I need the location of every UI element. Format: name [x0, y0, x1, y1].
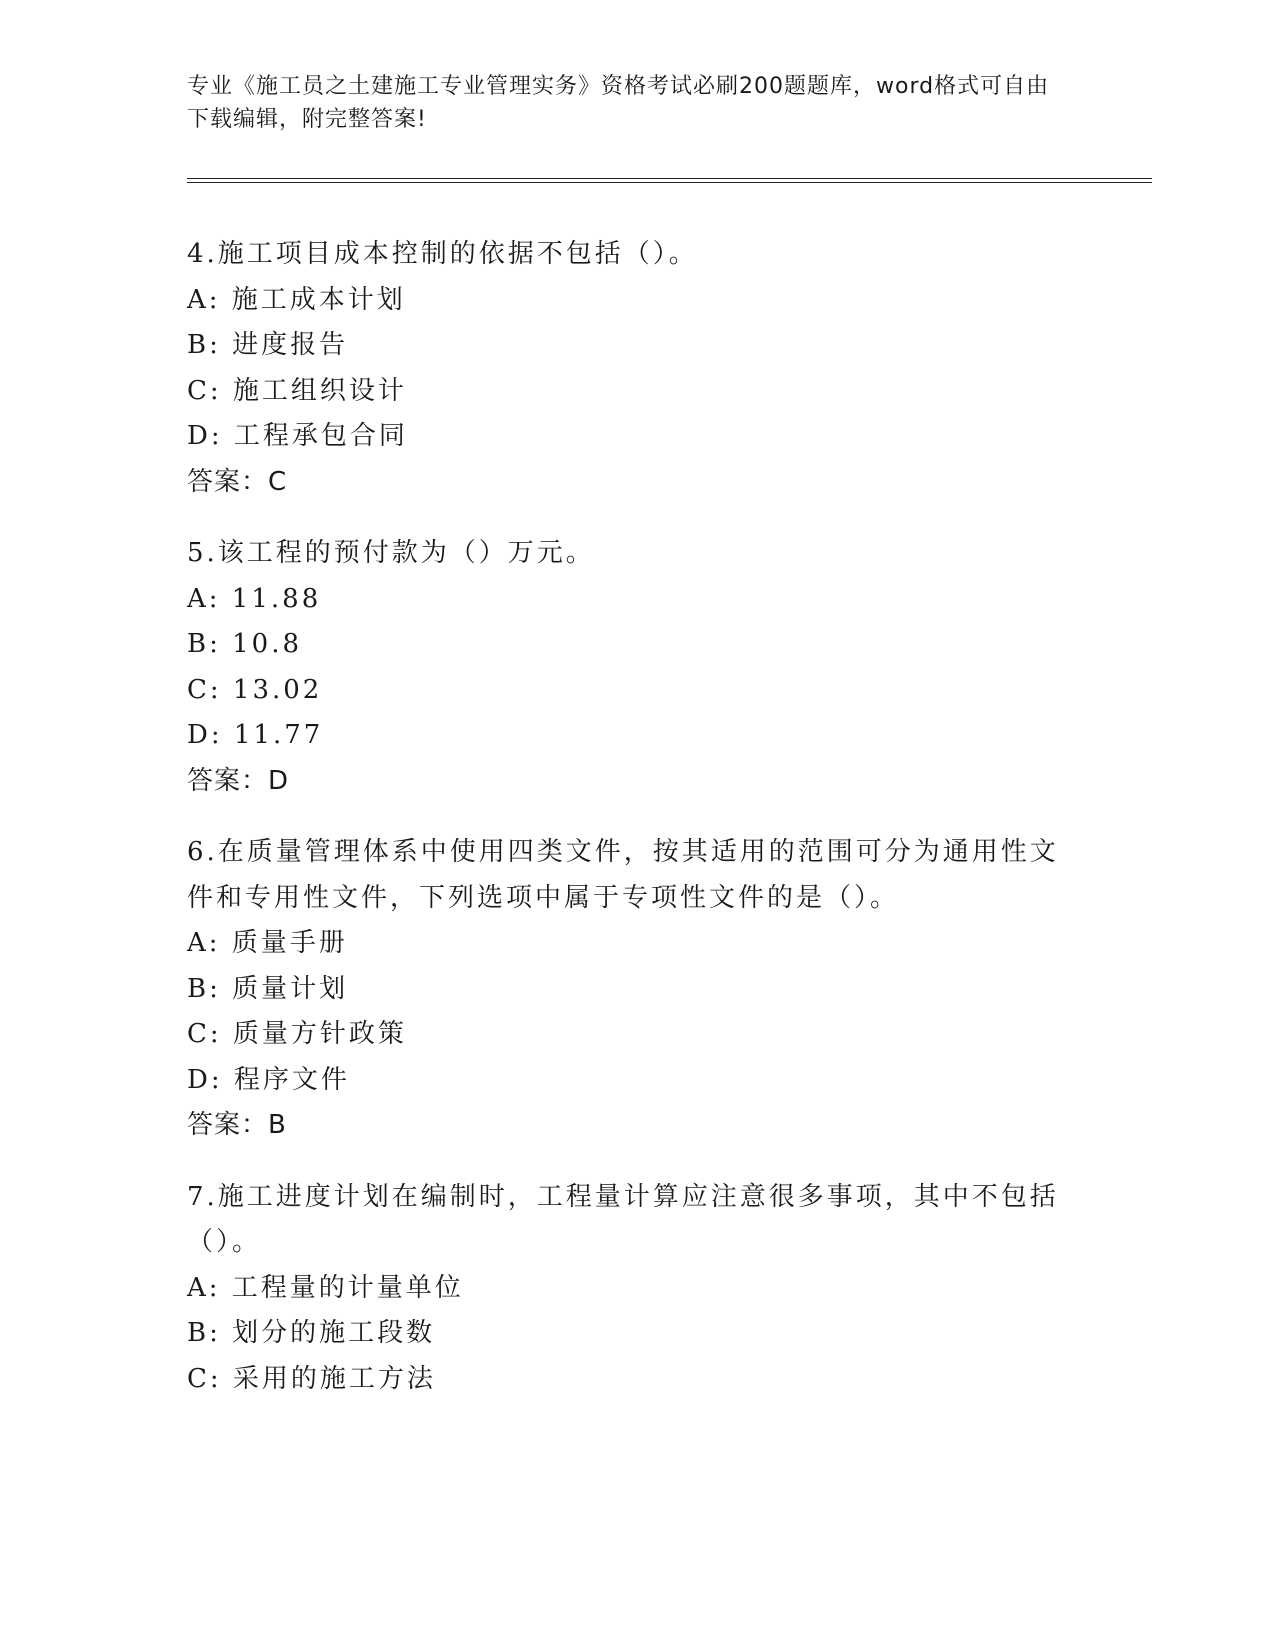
question-5 — [187, 531, 1067, 804]
option-a: A: 11.88 — [187, 583, 322, 614]
answer-line: 答案：C — [187, 466, 288, 497]
option-d: D: 程序文件 — [187, 1064, 350, 1095]
option-b: B: 质量计划 — [187, 973, 349, 1004]
question-list — [187, 232, 1067, 1428]
option-a: A: 工程量的计量单位 — [187, 1272, 464, 1303]
question-stem: 7.施工进度计划在编制时，工程量计算应注意很多事项，其中不包括（）。 — [187, 1181, 1059, 1257]
answer-line: 答案：D — [187, 765, 290, 796]
header-rule-bottom — [187, 182, 1152, 183]
question-4 — [187, 232, 1067, 505]
option-d: D: 11.77 — [187, 720, 324, 750]
option-a: A: 质量手册 — [187, 928, 348, 958]
option-c: C: 质量方针政策 — [187, 1019, 407, 1049]
question-6 — [187, 830, 1067, 1149]
option-c: C: 13.02 — [187, 674, 323, 705]
question-stem: 5.该工程的预付款为（）万元。 — [187, 538, 595, 568]
option-c: C: 施工组织设计 — [187, 375, 407, 406]
option-d: D: 工程承包合同 — [187, 421, 408, 451]
question-stem: 4.施工项目成本控制的依据不包括（）。 — [187, 239, 698, 269]
header-rule-top — [187, 178, 1152, 179]
option-a: A: 施工成本计划 — [187, 284, 406, 315]
option-b: B: 划分的施工段数 — [187, 1318, 436, 1348]
question-7 — [187, 1175, 1067, 1403]
document-header: 专业《施工员之土建施工专业管理实务》资格考试必刷200题题库，word格式可自由下载编辑，附完整答案! — [187, 74, 1050, 132]
option-c: C: 采用的施工方法 — [187, 1363, 436, 1394]
option-b: B: 进度报告 — [187, 330, 349, 360]
answer-line: 答案：B — [187, 1110, 287, 1140]
question-stem: 6.在质量管理体系中使用四类文件，按其适用的范围可分为通用性文件和专用性文件，下列选项中属于专项性文件的是（）。 — [187, 837, 1059, 913]
option-b: B: 10.8 — [187, 629, 303, 659]
